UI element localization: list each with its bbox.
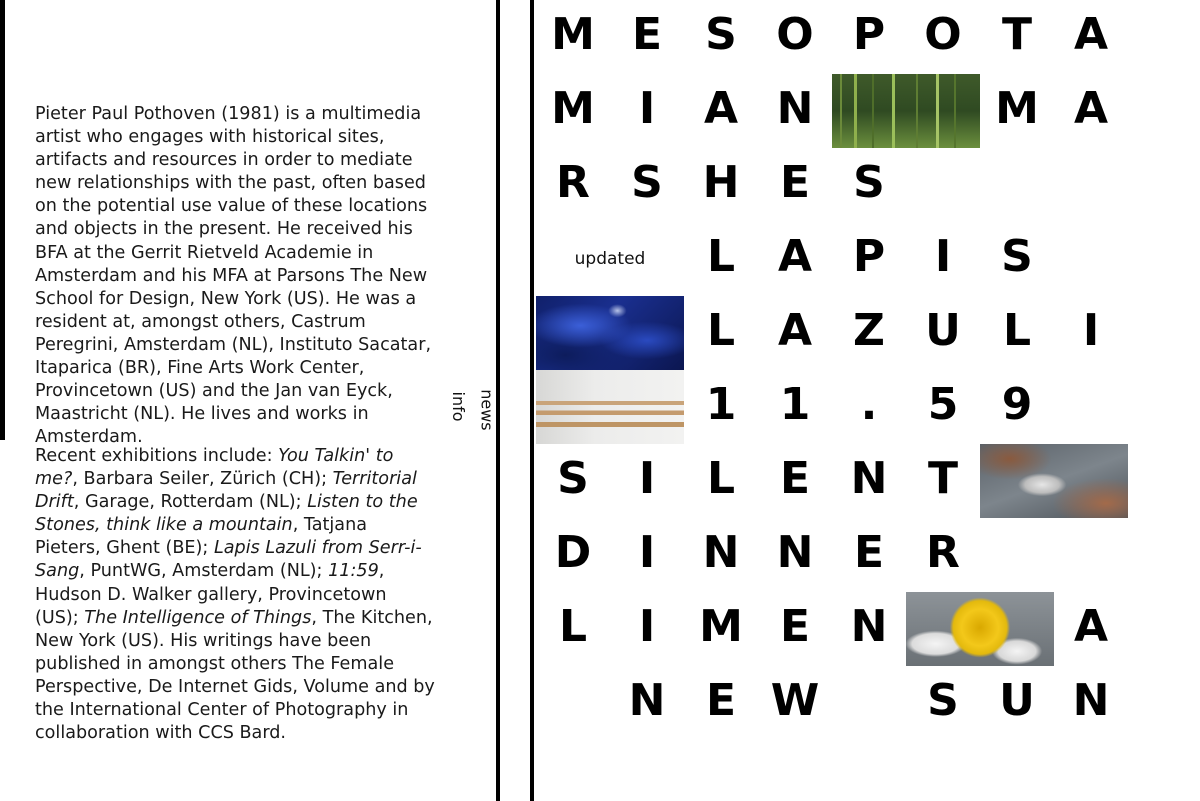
center-divider-left xyxy=(496,0,500,801)
exhibitions-paragraph xyxy=(35,445,435,745)
bio-paragraph: Pieter Paul Pothoven (1981) is a multimedia artist who engages with historical sites, artifacts and resources in order to mediate new relationships with the past, often based on the potential use value of these locations and objects in the present. He received his BFA at the Gerrit Rietveld Academie in Amsterdam and his MFA at Parsons The New School for Design, New York (US). He was a resident at, amongst others, Castrum Peregrini, Amsterdam (NL), Instituto Sacatar, Itaparica (BR), Fine Arts Work Center, Provincetown (US) and the Jan van Eyck, Maastricht (NL). He lives and works in Amsterdam. xyxy=(35,104,432,448)
grid-letter[interactable]: R xyxy=(556,156,590,208)
grid-letter[interactable]: I xyxy=(934,230,952,282)
grid-letter[interactable]: N xyxy=(776,82,814,134)
grid-letter[interactable]: A xyxy=(703,82,739,134)
exhibitions-text: , Tatjana Pieters, Ghent (BE); xyxy=(35,515,368,559)
grid-letter[interactable]: D xyxy=(554,526,592,578)
exhibition-title: Lapis Lazuli from Serr-i-Sang xyxy=(35,538,422,582)
exhibitions-text: , Barbara Seiler, Zürich (CH); xyxy=(72,469,333,490)
grid-letter[interactable]: H xyxy=(702,156,740,208)
grid-letter[interactable]: 1 xyxy=(705,378,737,430)
eleven-59-row xyxy=(536,367,1200,441)
exhibitions-text: , Garage, Rotterdam (NL); xyxy=(73,492,308,513)
exhibitions-text: , The Kitchen, New York (US). His writings have been published in amongst others The Female Perspective, De Internet Gids, Volume and by the International Center of Photography in collaboration with CCS Bard. xyxy=(35,607,435,744)
tab-info[interactable]: info xyxy=(448,391,468,422)
silent-dinner-row xyxy=(536,441,1200,515)
grid-letter[interactable]: E xyxy=(779,452,811,504)
grid-letter[interactable]: L xyxy=(706,452,736,504)
grid-letter[interactable]: I xyxy=(638,526,656,578)
grid-letter[interactable]: N xyxy=(850,452,888,504)
exhibition-title: Territorial Drift xyxy=(35,469,417,513)
left-divider xyxy=(0,0,5,440)
exhibition-title: You Talkin' to me? xyxy=(35,446,394,490)
grid-letter[interactable]: T xyxy=(927,452,958,504)
grid-letter[interactable]: U xyxy=(925,304,961,356)
grid-letter[interactable]: A xyxy=(777,230,813,282)
center-divider-right xyxy=(530,0,534,801)
grid-letter[interactable]: I xyxy=(638,82,656,134)
updated-label: updated xyxy=(574,249,646,269)
grid-letter[interactable]: I xyxy=(1082,304,1100,356)
mesopotamian-marshes-row xyxy=(536,145,1200,219)
grid-letter[interactable]: E xyxy=(631,8,663,60)
exhibition-title: 11:59 xyxy=(328,561,379,582)
grid-letter[interactable]: M xyxy=(995,82,1039,134)
new-sun-row xyxy=(536,663,1200,737)
grid-letter[interactable]: R xyxy=(926,526,960,578)
exhibitions-text: , PuntWG, Amsterdam (NL); xyxy=(79,561,329,582)
grid-letter[interactable]: N xyxy=(850,600,888,652)
grid-letter[interactable]: E xyxy=(853,526,885,578)
mesopotamian-marshes-row xyxy=(536,0,1200,71)
grid-letter[interactable]: N xyxy=(776,526,814,578)
grid-letter[interactable]: E xyxy=(779,600,811,652)
grid-letter[interactable]: M xyxy=(551,82,595,134)
grid-letter[interactable]: T xyxy=(1001,8,1032,60)
limena-row xyxy=(536,589,1200,663)
grid-letter[interactable]: A xyxy=(1073,600,1109,652)
grid-letter[interactable]: 9 xyxy=(1001,378,1033,430)
grid-letter[interactable]: S xyxy=(557,452,589,504)
grid-letter[interactable]: S xyxy=(853,156,885,208)
grid-letter[interactable]: S xyxy=(1001,230,1033,282)
tab-news[interactable]: news xyxy=(477,389,497,431)
grid-letter[interactable]: L xyxy=(706,230,736,282)
grid-letter[interactable]: A xyxy=(1073,8,1109,60)
grid-letter[interactable]: S xyxy=(631,156,663,208)
grid-letter[interactable]: A xyxy=(777,304,813,356)
project-letter-grid xyxy=(536,0,1200,801)
grid-letter[interactable]: S xyxy=(705,8,737,60)
grid-letter[interactable]: . xyxy=(860,378,878,430)
grid-letter[interactable]: P xyxy=(852,8,886,60)
grid-letter[interactable]: E xyxy=(705,674,737,726)
silent-dinner-row xyxy=(536,515,1200,589)
grid-letter[interactable]: L xyxy=(558,600,588,652)
grid-letter[interactable]: M xyxy=(699,600,743,652)
grid-letter[interactable]: 1 xyxy=(779,378,811,430)
lapis-lazuli-row xyxy=(536,293,1200,367)
grid-letter[interactable]: L xyxy=(706,304,736,356)
grid-letter[interactable]: L xyxy=(1002,304,1032,356)
exhibition-title: Listen to the Stones, think like a mountain xyxy=(35,492,418,536)
grid-letter[interactable]: N xyxy=(628,674,666,726)
grid-letter[interactable]: A xyxy=(1073,82,1109,134)
grid-letter[interactable]: O xyxy=(776,8,814,60)
grid-letter[interactable]: S xyxy=(927,674,959,726)
grid-letter[interactable]: M xyxy=(551,8,595,60)
mesopotamian-marshes-row xyxy=(536,71,1200,145)
grid-letter[interactable]: P xyxy=(852,230,886,282)
grid-letter[interactable]: I xyxy=(638,600,656,652)
grid-letter[interactable]: N xyxy=(1072,674,1110,726)
grid-letter[interactable]: E xyxy=(779,156,811,208)
grid-letter[interactable]: Z xyxy=(853,304,885,356)
exhibitions-text: Recent exhibitions include: xyxy=(35,446,279,466)
grid-letter[interactable]: N xyxy=(702,526,740,578)
exhibition-title: The Intelligence of Things xyxy=(84,607,312,628)
grid-letter[interactable]: I xyxy=(638,452,656,504)
grid-letter[interactable]: W xyxy=(770,674,820,726)
grid-letter[interactable]: 5 xyxy=(927,378,959,430)
exhibitions-text: , Hudson D. Walker gallery, Provincetown (US); xyxy=(35,561,387,628)
lapis-lazuli-row xyxy=(536,219,1200,293)
grid-letter[interactable]: O xyxy=(924,8,962,60)
grid-letter[interactable]: U xyxy=(999,674,1035,726)
